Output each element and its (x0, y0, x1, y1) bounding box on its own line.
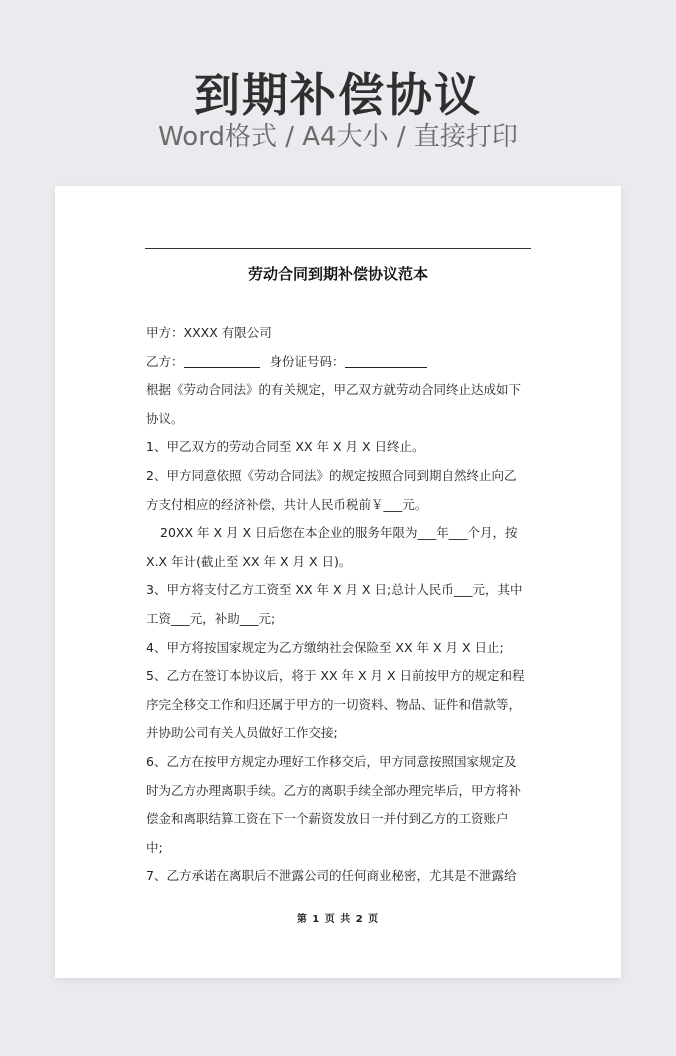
clause-2: 2、甲方同意依照《劳动合同法》的规定按照合同到期自然终止向乙 (146, 467, 517, 483)
clause-7: 7、乙方承诺在离职后不泄露公司的任何商业秘密，尤其是不泄露给 (146, 868, 517, 884)
page-number: 第 1 页 共 2 页 (296, 914, 380, 925)
service-years-line: 20XX 年 X 月 X 日后您在本企业的服务年限为___年___个月，按 (160, 525, 518, 541)
clause-5: 5、乙方在签订本协议后，将于 XX 年 X 月 X 日前按甲方的规定和程 (146, 668, 525, 684)
clause-5-cont: 并协助公司有关人员做好工作交接; (146, 725, 338, 741)
clause-1: 1、甲乙双方的劳动合同至 XX 年 X 月 X 日终止。 (146, 439, 425, 455)
page-subtitle: Word格式 / A4大小 / 直接打印 (158, 122, 518, 152)
party-b-label: 乙方： (146, 353, 184, 369)
clause-6-cont: 时为乙方办理离职手续。乙方的离职手续全部办理完毕后，甲方将补 (146, 782, 522, 798)
page-title: 到期补偿协议 (194, 68, 482, 122)
header-rule (145, 248, 531, 249)
clause-6-cont: 偿金和离职结算工资在下一个薪资发放日一并付到乙方的工资账户 (146, 811, 509, 827)
party-a-line: 甲方：XXXX 有限公司 (146, 325, 272, 340)
party-b-line (146, 348, 532, 377)
clause-3-cont: 工资___元，补助___元; (146, 610, 276, 626)
service-years-cont: X.X 年计(截止至 XX 年 X 月 X 日)。 (146, 553, 352, 569)
clause-6-cont: 中; (146, 839, 163, 855)
clause-5-cont: 序完全移交工作和归还属于甲方的一切资料、物品、证件和借款等， (146, 696, 522, 712)
clause-2-cont: 方支付相应的经济补偿，共计人民币税前￥___元。 (146, 496, 428, 512)
clause-3: 3、甲方将支付乙方工资至 XX 年 X 月 X 日;总计人民币___元，其中 (146, 582, 523, 598)
document-title: 劳动合同到期补偿协议范本 (247, 265, 428, 283)
document-page (55, 186, 621, 978)
clause-6: 6、乙方在按甲方规定办理好工作移交后，甲方同意按照国家规定及 (146, 753, 517, 769)
document-body (146, 319, 532, 891)
body-line: 根据《劳动合同法》的有关规定，甲乙双方就劳动合同终止达成如下 (146, 382, 522, 398)
party-b-blank (184, 353, 260, 368)
id-number-label: 身份证号码： (269, 353, 345, 369)
clause-4: 4、甲方将按国家规定为乙方缴纳社会保险至 XX 年 X 月 X 日止; (146, 639, 504, 655)
body-line: 协议。 (146, 410, 184, 426)
id-number-blank (345, 353, 427, 368)
